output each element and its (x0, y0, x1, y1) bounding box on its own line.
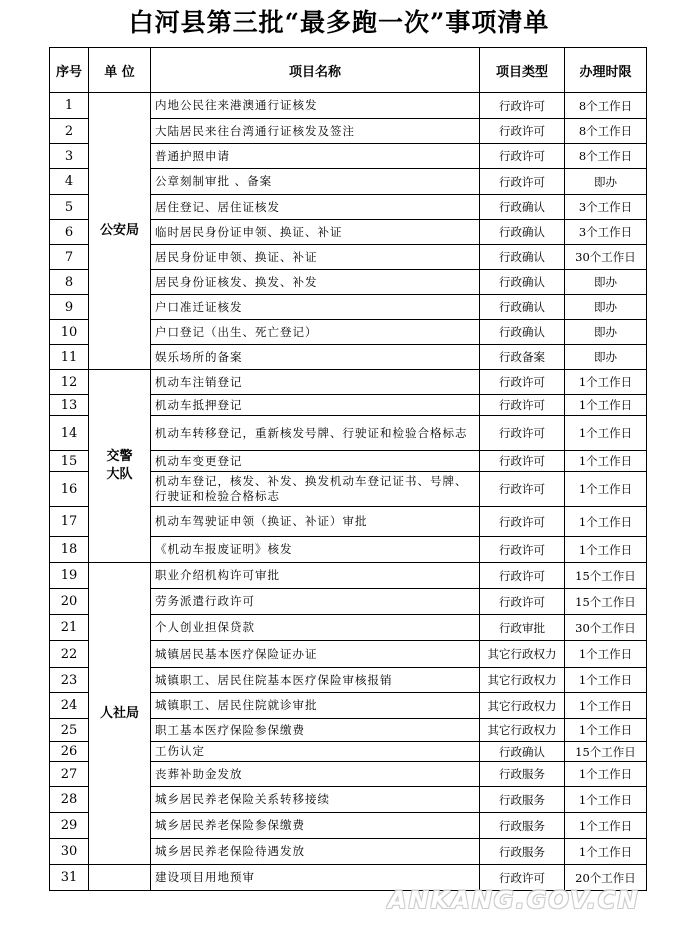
row-time-limit: 8个工作日 (565, 144, 647, 169)
row-time-limit: 3个工作日 (565, 220, 647, 245)
header-type: 项目类型 (480, 48, 565, 93)
row-item-type: 行政服务 (480, 787, 565, 813)
row-time-limit: 1个工作日 (565, 813, 647, 839)
row-seq: 12 (50, 370, 89, 395)
row-seq: 31 (50, 865, 89, 891)
row-seq: 20 (50, 589, 89, 615)
row-seq: 3 (50, 144, 89, 169)
row-item-type: 行政许可 (480, 537, 565, 563)
row-time-limit: 30个工作日 (565, 245, 647, 270)
row-item-type: 其它行政权力 (480, 641, 565, 668)
row-seq: 9 (50, 295, 89, 320)
row-item-name: 普通护照申请 (151, 144, 480, 169)
row-item-name: 城乡居民养老保险关系转移接续 (151, 787, 480, 813)
row-item-name: 劳务派遣行政许可 (151, 589, 480, 615)
row-item-type: 行政许可 (480, 169, 565, 195)
row-item-name: 个人创业担保贷款 (151, 615, 480, 641)
row-item-type: 行政许可 (480, 395, 565, 416)
row-item-name: 机动车转移登记，重新核发号牌、行驶证和检验合格标志 (151, 416, 480, 451)
row-item-name: 临时居民身份证申领、换证、补证 (151, 220, 480, 245)
row-time-limit: 1个工作日 (565, 537, 647, 563)
row-item-type: 其它行政权力 (480, 719, 565, 742)
row-seq: 13 (50, 395, 89, 416)
row-time-limit: 15个工作日 (565, 563, 647, 589)
row-time-limit: 1个工作日 (565, 668, 647, 693)
row-time-limit: 1个工作日 (565, 762, 647, 787)
row-item-type: 行政许可 (480, 93, 565, 119)
row-time-limit: 1个工作日 (565, 641, 647, 668)
row-item-name: 户口登记（出生、死亡登记） (151, 320, 480, 345)
row-item-type: 行政服务 (480, 813, 565, 839)
header-limit: 办理时限 (565, 48, 647, 93)
row-item-type: 行政许可 (480, 144, 565, 169)
document-title: 白河县第三批“最多跑一次”事项清单 (128, 8, 550, 37)
row-time-limit: 1个工作日 (565, 416, 647, 451)
row-item-name: 居民身份证核发、换发、补发 (151, 270, 480, 295)
row-item-type: 行政许可 (480, 563, 565, 589)
row-time-limit: 1个工作日 (565, 693, 647, 719)
table-row (50, 563, 647, 589)
row-item-name: 《机动车报废证明》核发 (151, 537, 480, 563)
row-seq: 6 (50, 220, 89, 245)
table-row (50, 370, 647, 395)
table-row (50, 93, 647, 119)
row-item-type: 行政确认 (480, 245, 565, 270)
table-header-row (50, 48, 647, 93)
row-time-limit: 30个工作日 (565, 615, 647, 641)
header-name: 项目名称 (151, 48, 480, 93)
header-unit: 单 位 (89, 48, 151, 93)
row-item-name: 城镇职工、居民住院基本医疗保险审核报销 (151, 668, 480, 693)
row-time-limit: 1个工作日 (565, 395, 647, 416)
row-seq: 23 (50, 668, 89, 693)
row-item-type: 行政许可 (480, 589, 565, 615)
row-item-type: 行政审批 (480, 615, 565, 641)
items-table (49, 47, 647, 891)
row-item-name: 机动车抵押登记 (151, 395, 480, 416)
row-item-type: 行政许可 (480, 416, 565, 451)
unit-cell: 交警大队 (89, 370, 151, 563)
row-item-type: 行政确认 (480, 295, 565, 320)
row-time-limit: 即办 (565, 345, 647, 370)
table-body (50, 93, 647, 891)
row-item-type: 行政备案 (480, 345, 565, 370)
row-item-name: 城镇居民基本医疗保险证办证 (151, 641, 480, 668)
site-watermark: ANKANG.GOV.CN (388, 886, 640, 914)
row-item-type: 其它行政权力 (480, 693, 565, 719)
row-item-type: 行政确认 (480, 220, 565, 245)
row-item-name: 建设项目用地预审 (151, 865, 480, 891)
row-item-name: 机动车注销登记 (151, 370, 480, 395)
row-time-limit: 即办 (565, 295, 647, 320)
row-seq: 5 (50, 195, 89, 220)
row-item-type: 行政许可 (480, 451, 565, 472)
row-seq: 22 (50, 641, 89, 668)
row-seq: 7 (50, 245, 89, 270)
row-seq: 27 (50, 762, 89, 787)
row-item-name: 工伤认定 (151, 742, 480, 762)
row-item-name: 职业介绍机构许可审批 (151, 563, 480, 589)
row-time-limit: 1个工作日 (565, 370, 647, 395)
unit-cell: 公安局 (89, 93, 151, 370)
row-item-name: 公章刻制审批 、备案 (151, 169, 480, 195)
row-seq: 18 (50, 537, 89, 563)
row-seq: 28 (50, 787, 89, 813)
row-seq: 10 (50, 320, 89, 345)
header-seq: 序号 (50, 48, 89, 93)
row-seq: 8 (50, 270, 89, 295)
row-item-type: 行政许可 (480, 865, 565, 891)
row-seq: 17 (50, 507, 89, 537)
row-item-name: 城乡居民养老保险参保缴费 (151, 813, 480, 839)
row-item-name: 丧葬补助金发放 (151, 762, 480, 787)
row-time-limit: 1个工作日 (565, 787, 647, 813)
row-item-type: 行政许可 (480, 507, 565, 537)
row-item-name: 城镇职工、居民住院就诊审批 (151, 693, 480, 719)
row-time-limit: 即办 (565, 270, 647, 295)
row-item-name: 机动车变更登记 (151, 451, 480, 472)
row-item-type: 行政服务 (480, 839, 565, 865)
row-item-type: 行政确认 (480, 195, 565, 220)
row-seq: 11 (50, 345, 89, 370)
row-seq: 1 (50, 93, 89, 119)
unit-cell: 人社局 (89, 563, 151, 865)
row-time-limit: 1个工作日 (565, 839, 647, 865)
row-seq: 14 (50, 416, 89, 451)
row-seq: 30 (50, 839, 89, 865)
row-seq: 4 (50, 169, 89, 195)
row-item-name: 大陆居民来往台湾通行证核发及签注 (151, 119, 480, 144)
row-time-limit: 8个工作日 (565, 93, 647, 119)
row-item-name: 居民身份证申领、换证、补证 (151, 245, 480, 270)
row-item-type: 行政确认 (480, 742, 565, 762)
row-seq: 21 (50, 615, 89, 641)
row-time-limit: 即办 (565, 320, 647, 345)
row-item-name: 内地公民往来港澳通行证核发 (151, 93, 480, 119)
row-item-name: 机动车驾驶证申领（换证、补证）审批 (151, 507, 480, 537)
row-item-name: 职工基本医疗保险参保缴费 (151, 719, 480, 742)
row-seq: 16 (50, 472, 89, 507)
row-seq: 24 (50, 693, 89, 719)
row-item-type: 行政许可 (480, 472, 565, 507)
row-time-limit: 15个工作日 (565, 742, 647, 762)
row-time-limit: 3个工作日 (565, 195, 647, 220)
row-time-limit: 1个工作日 (565, 472, 647, 507)
row-time-limit: 15个工作日 (565, 589, 647, 615)
row-seq: 25 (50, 719, 89, 742)
row-time-limit: 1个工作日 (565, 451, 647, 472)
row-item-type: 行政确认 (480, 270, 565, 295)
row-item-name: 机动车登记，核发、补发、换发机动车登记证书、号牌、行驶证和检验合格标志 (151, 472, 480, 507)
row-item-name: 娱乐场所的备案 (151, 345, 480, 370)
unit-cell (89, 865, 151, 891)
row-seq: 29 (50, 813, 89, 839)
row-seq: 19 (50, 563, 89, 589)
row-item-type: 其它行政权力 (480, 668, 565, 693)
row-time-limit: 8个工作日 (565, 119, 647, 144)
row-item-type: 行政许可 (480, 119, 565, 144)
row-seq: 15 (50, 451, 89, 472)
row-item-name: 城乡居民养老保险待遇发放 (151, 839, 480, 865)
row-item-type: 行政许可 (480, 370, 565, 395)
row-time-limit: 1个工作日 (565, 719, 647, 742)
row-seq: 2 (50, 119, 89, 144)
row-item-name: 户口准迁证核发 (151, 295, 480, 320)
row-item-type: 行政确认 (480, 320, 565, 345)
row-time-limit: 即办 (565, 169, 647, 195)
row-time-limit: 1个工作日 (565, 507, 647, 537)
row-seq: 26 (50, 742, 89, 762)
row-time-limit: 20个工作日 (565, 865, 647, 891)
row-item-name: 居住登记、居住证核发 (151, 195, 480, 220)
row-item-type: 行政服务 (480, 762, 565, 787)
